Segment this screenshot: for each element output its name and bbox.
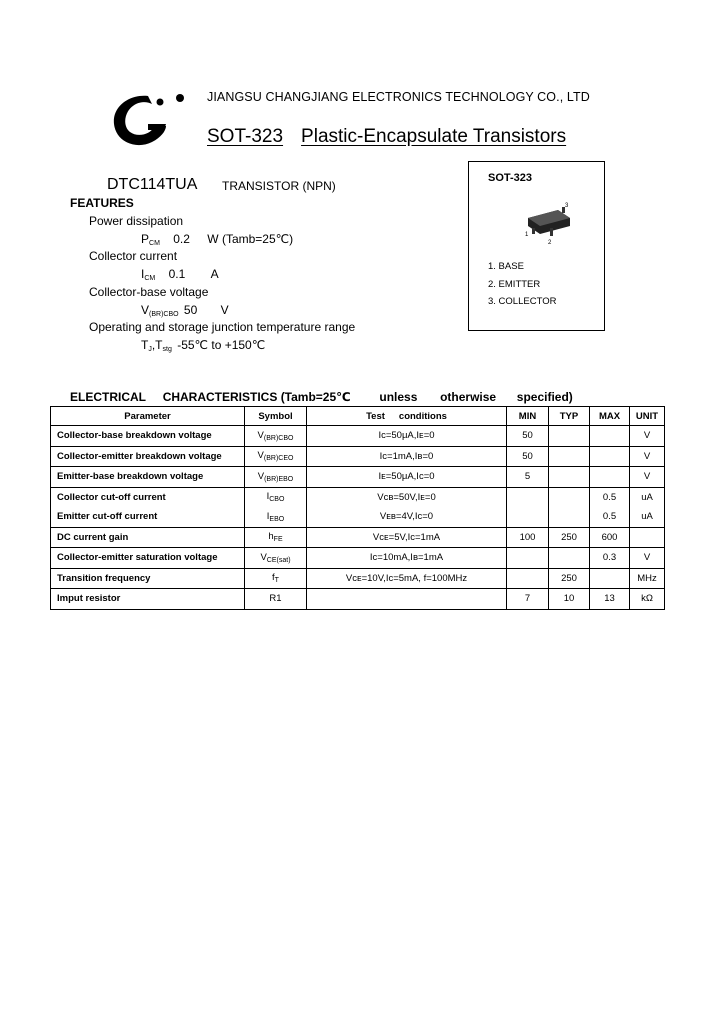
series-code: SOT-323	[207, 126, 284, 147]
pin-3-number: 3	[565, 203, 569, 209]
feature-power-label: Power dissipation	[89, 214, 184, 228]
header-test-conditions: Test conditions	[307, 407, 507, 426]
ec-title: ELECTRICAL CHARACTERISTICS (Tamb=25℃ unless otherwise specified)	[70, 390, 573, 404]
part-type: TRANSISTOR (NPN)	[222, 179, 336, 193]
table-row: Collector cut-off current $I_{CBO}$ Vᴄʙ=50V,Iᴇ=0 0.5 uA	[51, 487, 665, 507]
pin-1-label: 1. BASE	[488, 261, 524, 272]
header-max: MAX	[590, 407, 630, 426]
table-row: Imput resistor R1 7 10 13 kΩ	[51, 589, 665, 610]
header-min: MIN	[507, 407, 549, 426]
features-heading: FEATURES	[70, 196, 134, 210]
ec-table	[50, 406, 665, 610]
header-parameter: Parameter	[51, 407, 245, 426]
sot323-package-icon	[520, 200, 580, 248]
pin-2-number: 2	[548, 240, 552, 246]
series-description: Plastic-Encapsulate Transistors	[301, 126, 567, 147]
feature-voltage-label: Collector-base voltage	[89, 285, 209, 299]
company-name: JIANGSU CHANGJIANG ELECTRONICS TECHNOLOGY CO., LTD	[207, 90, 590, 104]
table-row: Emitter-base breakdown voltage $V_{(BR)EBO}$ Iᴇ=50μA,Iᴄ=0 5 V	[51, 467, 665, 488]
header-symbol: Symbol	[245, 407, 307, 426]
feature-power-value: $P_{CM}$ 0.2 W (Tamb=25℃)	[141, 232, 294, 247]
feature-voltage-value: $V_{(BR)CBO}$ 50 V	[141, 303, 229, 318]
table-row: Emitter cut-off current $I_{EBO}$ Vᴇʙ=4V,Iᴄ=0 0.5 uA	[51, 507, 665, 527]
feature-current-value: $I_{CM}$ 0.1 A	[141, 267, 219, 282]
ec-header-row	[51, 407, 665, 426]
table-row: Collector-emitter saturation voltage $V_{CE(sat)}$ Iᴄ=10mA,Iʙ=1mA 0.3 V	[51, 548, 665, 569]
table-row: Collector-emitter breakdown voltage $V_{(BR)CEO}$ Iᴄ=1mA,Iʙ=0 50 V	[51, 446, 665, 467]
feature-temp-label: Operating and storage junction temperature range	[89, 320, 356, 334]
feature-temp-value: $T_J,T_{stg}$ -55℃ to +150℃	[141, 338, 266, 353]
company-logo-icon	[108, 90, 188, 152]
header-typ: TYP	[549, 407, 590, 426]
header-unit: UNIT	[630, 407, 665, 426]
pin-2-label: 2. EMITTER	[488, 279, 541, 290]
package-title: SOT-323	[488, 172, 533, 184]
pin-1-number: 1	[525, 232, 529, 238]
table-row: Transition frequency $f_T$ Vᴄᴇ=10V,Iᴄ=5mA, f=100MHz 250 MHz	[51, 568, 665, 589]
pin-3-label: 3. COLLECTOR	[488, 296, 557, 307]
table-row: Collector-base breakdown voltage $V_{(BR)CBO}$ Iᴄ=50μA,Iᴇ=0 50 V	[51, 426, 665, 447]
table-row: DC current gain $h_{FE}$ Vᴄᴇ=5V,Iᴄ=1mA 100 250 600	[51, 527, 665, 548]
series-title	[207, 126, 566, 148]
part-number: DTC114TUA	[107, 176, 198, 193]
feature-current-label: Collector current	[89, 249, 178, 263]
